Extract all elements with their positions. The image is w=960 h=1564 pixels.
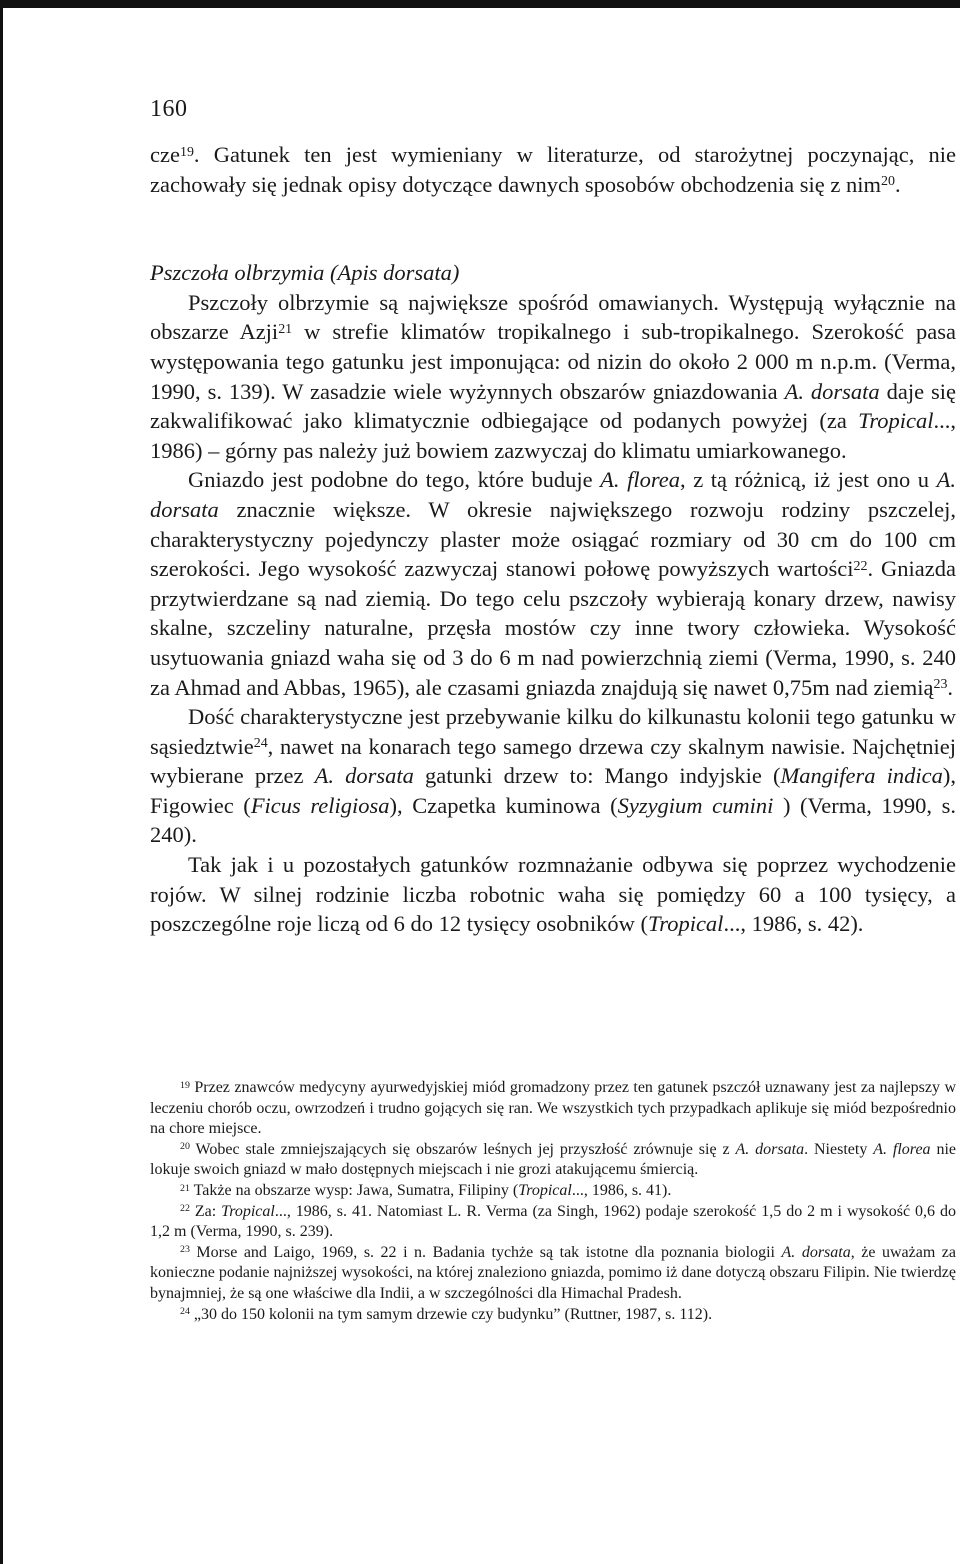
text-run: , nawet na konarach tego samego drzewa czy skalnym nawisie. Najchętniej wybierane przez bbox=[150, 733, 956, 789]
italic-run: Tropical bbox=[858, 408, 934, 434]
italic-run: A. dorsata bbox=[314, 763, 414, 789]
paragraph bbox=[150, 465, 956, 702]
footnote-19 bbox=[150, 1078, 956, 1140]
page-left-border bbox=[0, 0, 3, 1564]
text-run: . bbox=[894, 171, 901, 197]
italic-run: A. dorsata bbox=[150, 467, 956, 522]
footnote-number: 24 bbox=[180, 1306, 190, 1318]
italic-run: A. florea bbox=[873, 1140, 931, 1158]
text-run: gatunki drzew to: Mango indyjskie ( bbox=[413, 763, 781, 789]
italic-run: A. florea bbox=[600, 467, 681, 493]
text-run: Wobec stale zmniejszających się obszarów leśnych jej przyszłość zrównuje się z bbox=[189, 1140, 736, 1158]
text-run: ), Figowiec ( bbox=[150, 763, 956, 818]
text-run: cze bbox=[150, 142, 180, 167]
italic-run: Tropical bbox=[648, 911, 724, 937]
italic-run: A. dorsata bbox=[784, 378, 880, 404]
text-run: ), Czapetka kuminowa ( bbox=[389, 792, 618, 818]
italic-run: Ficus religiosa bbox=[250, 792, 390, 818]
footnote-ref-23[interactable]: 23 bbox=[933, 677, 948, 693]
text-run: Pszczoły olbrzymie są największe spośród omawianych. Występują wyłącznie na obszarze Azji bbox=[150, 289, 956, 345]
text-run: ..., 1986) – górny pas należy już bowiem zazwyczaj do klimatu umiarkowanego. bbox=[150, 408, 956, 463]
text-run: nie lokuje swoich gniazd w mało dostępnych miejscach i nie grozi atakującemu śmiercią. bbox=[150, 1140, 957, 1179]
text-run: Także na obszarze wysp: Jawa, Sumatra, Filipiny ( bbox=[189, 1181, 519, 1199]
footnote-20 bbox=[150, 1140, 956, 1181]
text-run: Dość charakterystyczne jest przebywanie kilku do kilkunastu kolonii tego gatunku w sąsiedztwie bbox=[150, 704, 956, 759]
italic-run: Tropical bbox=[221, 1202, 275, 1220]
text-run: ) (Verma, 1990, s. 240). bbox=[150, 792, 957, 848]
main-text bbox=[150, 140, 956, 939]
text-run: . Gniazda przytwierdzane są nad ziemią. Do tego celu pszczoły wybierają konary drzew, nawisy skalne, szczeliny naturalne, przęsła mostów czy inne twory człowieka. Wysokość usytuowania gniazd waha się od 3 do 6 m nad powierzchnią ziemi (Verma, 1990, s. 240 za Ahmad and Abbas, 1965), ale czasami gniazda znajdują się nawet 0,75m nad ziemią bbox=[150, 556, 956, 700]
footnote-number: 20 bbox=[180, 1141, 190, 1153]
section-heading: Pszczoła olbrzymia (Apis dorsata) bbox=[150, 260, 460, 286]
page-number: 160 bbox=[150, 96, 188, 122]
text-run: Przez znawców medycyny ayurwedyjskiej miód gromadzony przez ten gatunek pszczół uznawany jest za najlepszy w leczeniu chorób oczu, owrzodzeń i trudno gojących się ran. We wszystkich tych przypadkach aplikuje się miód bezpośrednio na chore miejsce. bbox=[150, 1079, 956, 1138]
footnote-number: 22 bbox=[180, 1203, 190, 1215]
text-run: w strefie klimatów tropikalnego i sub-tropikalnego. Szerokość pasa występowania tego gatunku jest imponująca: od nizin do około 2 000 m n.p.m. (Verma, 1990, s. 139). W zasadzie wiele wyżynnych obszarów gniazdowania bbox=[150, 319, 956, 404]
text-run: Gniazdo jest podobne do tego, które buduje bbox=[188, 467, 601, 493]
text-run: ..., 1986, s. 41. Natomiast L. R. Verma (za Singh, 1962) podaje szerokość 1,5 do 2 m i wysokość 0,6 do 1,2 m (Verma, 1990, s. 239). bbox=[150, 1202, 957, 1241]
footnote-ref-21[interactable]: 21 bbox=[278, 322, 293, 338]
text-run: ..., 1986, s. 41). bbox=[571, 1181, 672, 1199]
footnote-24 bbox=[150, 1305, 956, 1326]
italic-run: A. dorsata bbox=[735, 1140, 805, 1158]
paragraph bbox=[150, 850, 956, 939]
text-run: daje się zakwalifikować jako klimatycznie odbiegające od podanych powyżej (za bbox=[150, 378, 957, 434]
text-run: . Gatunek ten jest wymieniany w literaturze, od starożytnej poczynając, nie zachowały się jednak opisy dotyczące dawnych sposobów obchodzenia się z nim bbox=[150, 142, 956, 197]
page-top-border bbox=[0, 0, 960, 8]
text-run: , że uważam za konieczne podanie najniższej wysokości, na której znaleziono gniazda, pomimo iż dane dotyczą obszaru Filipin. Nie twierdzę bynajmniej, że są one właściwe dla Indii, a w szczególności dla Himachal Pradesh. bbox=[150, 1243, 957, 1302]
paragraph bbox=[150, 288, 956, 466]
italic-run: Tropical bbox=[518, 1181, 572, 1199]
text-run: . Niestety bbox=[804, 1140, 874, 1158]
footnote-21 bbox=[150, 1181, 956, 1202]
footnote-number: 23 bbox=[180, 1244, 190, 1256]
text-run: Za: bbox=[189, 1202, 222, 1220]
text-run: znacznie większe. W okresie największego rozwoju rodziny pszczelej, charakterystyczny pojedynczy plaster może osiągać rozmiary od 30 cm do 100 cm szerokości. Jego wysokość zazwyczaj stanowi połowę powyższych wartości bbox=[150, 496, 956, 582]
italic-run: A. dorsata bbox=[781, 1243, 851, 1261]
text-run: „30 do 150 kolonii na tym samym drzewie czy budynku” (Ruttner, 1987, s. 112). bbox=[189, 1305, 713, 1323]
text-run: . bbox=[947, 674, 954, 700]
footnote-ref-19[interactable]: 19 bbox=[179, 144, 194, 160]
footnote-ref-24[interactable]: 24 bbox=[253, 736, 268, 752]
footnote-23 bbox=[150, 1243, 956, 1305]
text-run: ..., 1986, s. 42). bbox=[723, 911, 864, 937]
footnotes bbox=[150, 1078, 956, 1325]
text-run: Tak jak i u pozostałych gatunków rozmnażanie odbywa się poprzez wychodzenie rojów. W silnej rodzinie liczba robotnic waha się pomiędzy 60 a 100 tysięcy, a poszczególne roje liczą od 6 do 12 tysięcy osobników ( bbox=[150, 852, 956, 937]
text-run: , z tą różnicą, iż jest ono u bbox=[680, 467, 937, 493]
italic-run: Syzygium cumini bbox=[617, 792, 774, 818]
text-run: Morse and Laigo, 1969, s. 22 i n. Badania tychże są tak istotne dla poznania biologii bbox=[189, 1243, 782, 1261]
footnote-number: 19 bbox=[180, 1079, 190, 1091]
paragraph bbox=[150, 702, 956, 850]
footnote-number: 21 bbox=[180, 1182, 190, 1194]
footnote-ref-22[interactable]: 22 bbox=[853, 558, 868, 574]
footnote-22 bbox=[150, 1202, 956, 1243]
footnote-ref-20[interactable]: 20 bbox=[881, 174, 895, 190]
italic-run: Mangifera indica bbox=[780, 763, 943, 789]
paragraph-continuation bbox=[150, 140, 956, 199]
